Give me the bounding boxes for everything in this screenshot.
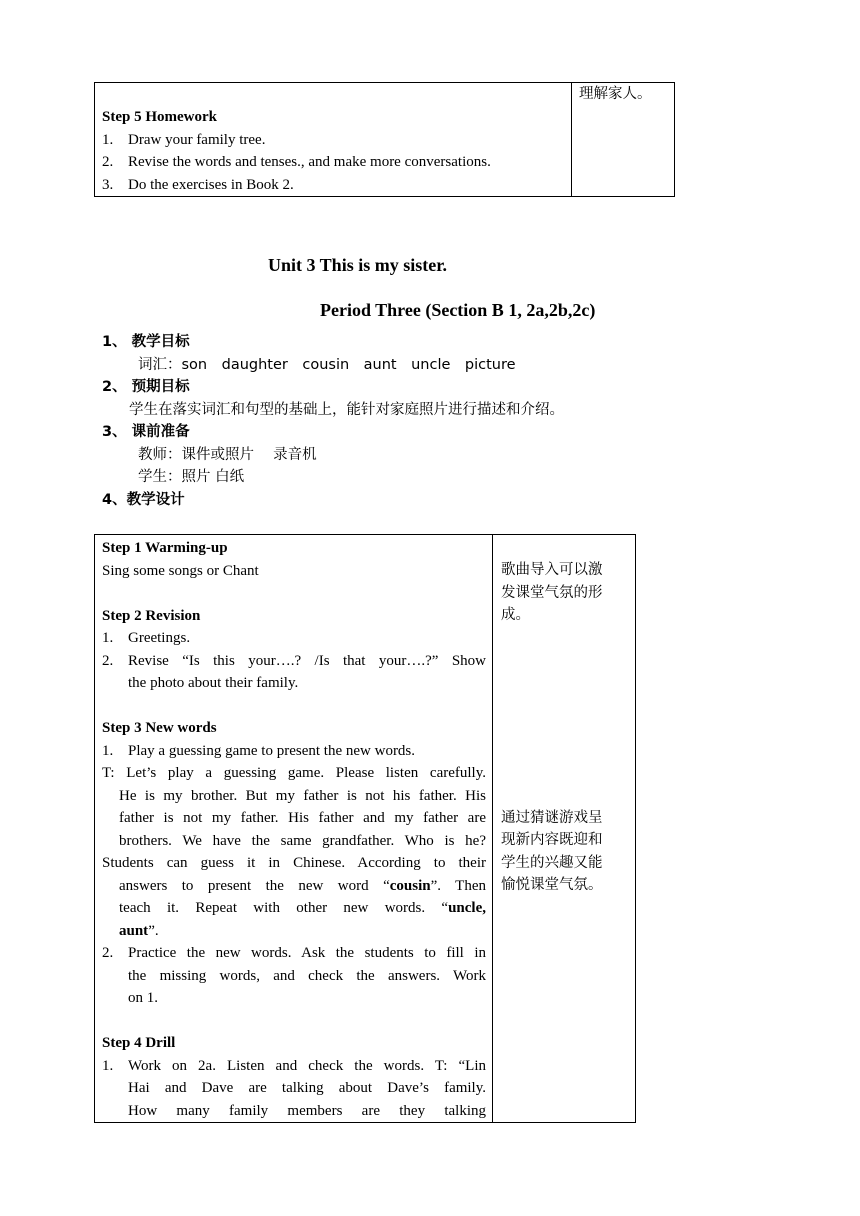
student-line: teach it. Repeat with other new words. “uncle, [119, 900, 486, 916]
teacher-line: brothers. We have the same grandfather. Who is he? [119, 832, 486, 849]
section-heading: 3、 课前准备 [102, 424, 190, 440]
section-heading: 4、教学设计 [102, 491, 185, 508]
page-subtitle: Period Three (Section B 1, 2a,2b,2c) [320, 300, 596, 320]
list-item: 2. Revise “Is this your….? /Is that your….?” Show [102, 652, 486, 669]
list-item: 1. Draw your family tree. [102, 131, 266, 148]
procedure-cell [95, 535, 493, 1123]
step1-title: Step 1 Warming-up [102, 540, 228, 556]
student-line: aunt”. [119, 922, 159, 939]
step4-title: Step 4 Drill [102, 1035, 176, 1051]
step3-title: Step 3 New words [102, 720, 217, 736]
student-line: Students can guess it in Chinese. According to their [102, 855, 486, 871]
note-line: 歌曲导入可以激 [501, 562, 603, 578]
section-body: 学生在落实词汇和句型的基础上，能针对家庭照片进行描述和介绍。 [129, 401, 564, 418]
note-text: 理解家人。 [579, 86, 652, 102]
list-item: 1. Play a guessing game to present the new words. [102, 742, 416, 759]
page-title: Unit 3 This is my sister. [268, 255, 448, 275]
section-heading: 2、 预期目标 [102, 379, 190, 395]
list-item-cont: the missing words, and check the answers. Work [128, 967, 486, 984]
section-body: 词汇：son daughter cousin aunt uncle picture [138, 356, 516, 373]
teacher-line: T: Let’s play a guessing game. Please listen carefully. [102, 765, 486, 781]
notes-cell [493, 535, 636, 1123]
list-item: 1. Work on 2a. Listen and check the words. T: “Lin [102, 1057, 486, 1074]
list-item-cont: Hai and Dave are talking about Dave’s family. [128, 1080, 486, 1096]
note-line: 学生的兴趣又能 [501, 854, 603, 871]
list-item: 2. Practice the new words. Ask the students to fill in [102, 945, 486, 961]
section-body: 学生：照片 白纸 [138, 469, 245, 485]
homework-table [94, 82, 675, 197]
section-body: 教师：课件或照片 录音机 [138, 446, 317, 463]
student-line: answers to present the new word “cousin”. Then [119, 877, 486, 894]
list-item: 2. Revise the words and tenses., and make more conversations. [102, 154, 491, 170]
list-item: 3. Do the exercises in Book 2. [102, 176, 294, 193]
list-item-cont: the photo about their family. [128, 675, 299, 691]
note-cell [572, 83, 675, 197]
note-line: 通过猜谜游戏呈 [501, 809, 603, 826]
step2-title: Step 2 Revision [102, 607, 201, 624]
teacher-line: He is my brother. But my father is not his father. His [119, 787, 486, 804]
section-heading: 1、 教学目标 [102, 334, 190, 350]
note-line: 成。 [501, 607, 530, 623]
teaching-design-table [94, 534, 636, 1123]
note-line: 现新内容既迎和 [501, 832, 603, 848]
step1-text: Sing some songs or Chant [102, 562, 259, 579]
list-item-cont: on 1. [128, 990, 158, 1006]
lesson-sections [102, 331, 722, 511]
teacher-line: father is not my father. His father and my father are [119, 810, 486, 826]
list-item: 1. Greetings. [102, 630, 191, 646]
homework-cell [95, 83, 572, 197]
note-line: 愉悦课堂气氛。 [501, 877, 603, 893]
list-item-cont: How many family members are they talking [128, 1102, 486, 1119]
step5-title: Step 5 Homework [102, 109, 217, 125]
note-line: 发课堂气氛的形 [501, 584, 603, 601]
